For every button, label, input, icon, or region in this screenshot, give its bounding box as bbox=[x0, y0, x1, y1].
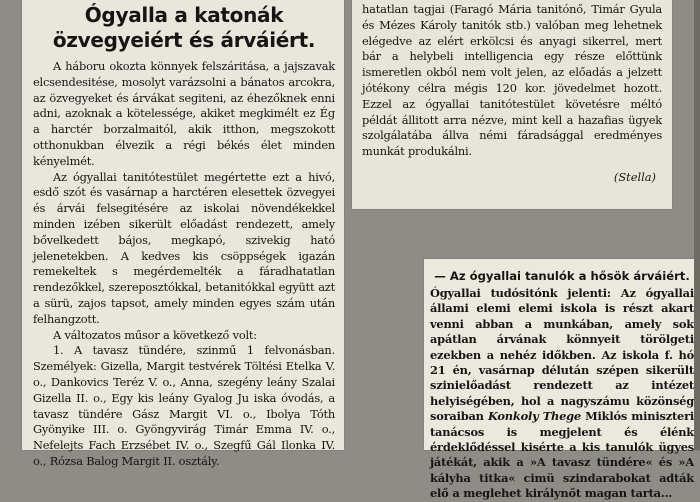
article-body-bottom bbox=[430, 286, 694, 502]
article-paragraph: A változatos műsor a következő volt: bbox=[53, 327, 257, 342]
article-paragraph: 1. A tavasz tündére, szinmű 1 felvonásban. Személyek: Gizella, Margit testvérek Töltési Etelka V. o., Dankovics Teréz V. o., Anna, szegény leány Szalai Gizella II. o., Egy kis leány Gyalog Ju iska óvodás, a tavasz tündére Gász Margit VI. o., Ibolya Tóth Gyönyike III. o. Gyöngyvirág Timár Emma IV. o., Nefelejts Fach Erzsébet IV. o., Szegfű Gál Ilonka IV. o., Rózsa Balog Margit II. osztály. bbox=[33, 343, 335, 468]
newspaper-clipping-bottom bbox=[424, 259, 700, 501]
paragraph-text: Ógyallai tudósitónk jelenti: Az ógyallai állami elemi elemi iskola is részt akart venni abban a munkában, amely sok apátlan árvának könnyeit törölgeti ezekben a nehéz időkben. Az iskola f. hó 21 én, vasárnap délután szépen sikerült szinielőadást rendezett az intézet helyiségében, hol a nagyszámu közönség soraiban bbox=[430, 286, 694, 424]
paragraph-text: Miklós miniszteri tanácsos is megjelent és élénk érdeklődéssel kisérte a kis tanulók ügyes játékát, akik a »A tavasz tündére« és »A kályha titka« cimü szindarabokat adták elő a meglehet királynőt magan tarta... bbox=[430, 409, 695, 501]
article-headline: — Az ógyallai tanulók a hősök árváiért. bbox=[434, 269, 690, 283]
author-signature: (Stella) bbox=[613, 169, 656, 184]
article-body-right bbox=[362, 2, 662, 160]
article-paragraph: hatatlan tagjai (Faragó Mária tanitónő, Timár Gyula és Mézes Károly tanitók stb.) valóban meg lehetnek elégedve az elért erkölcsi és anyagi sikerrel, mert bár a helybeli intelligencia egy része előttünk ismeretlen okból nem volt jelen, az előadás a jelzett jótékony célra mégis 120 kor. jövedelmet hozott. Ezzel az ógyallai tanitótestület követésre méltó példát állitott arra nézve, mint kell a hazafias ügyek szolgálatába állva némi fáradsággal eredményes munkát produkálni. bbox=[362, 2, 662, 159]
article-title: Ógyalla a katonák özvegyeiért és árváiért. bbox=[52, 3, 316, 52]
newspaper-clipping-right bbox=[352, 0, 672, 209]
article-paragraph bbox=[430, 286, 694, 502]
article-body-left bbox=[33, 59, 335, 470]
article-paragraph: A háboru okozta könnyek felszáritása, a jajszavak elcsendesitése, mosolyt varázsolni a bánatos arcokra, az özvegyeket és árvákat segiteni, az éhezőknek enni adni, azoknak a kötelessége, akiket megkimélt ez Ég a harctér borzalmaitól, akik itthon, megszokott otthonukban élvezik a régi békés élet minden kényelmét. bbox=[33, 59, 335, 168]
scan-edge bbox=[694, 0, 700, 450]
newspaper-clipping-left bbox=[22, 0, 344, 468]
person-name: Konkoly Thege bbox=[487, 409, 581, 424]
article-paragraph: Az ógyallai tanitótestület megértette ezt a hivó, esdő szót és vasárnap a harctéren elesettek özvegyei és árvái felsegitésére az iskolai növendékekkel minden izében sikerült előadást rendezett, amely bővelkedett bájos, megkapó, szivekig ható jelenetekben. A kedves kis csöppségek igazán remekeltek s megérdemelték a fáradhatatlan rendezőkkel, szereposztókkal, betanitókkal együtt azt a sürü, zajos tapsot, amely minden egyes szám után felhangzott. bbox=[33, 169, 335, 326]
